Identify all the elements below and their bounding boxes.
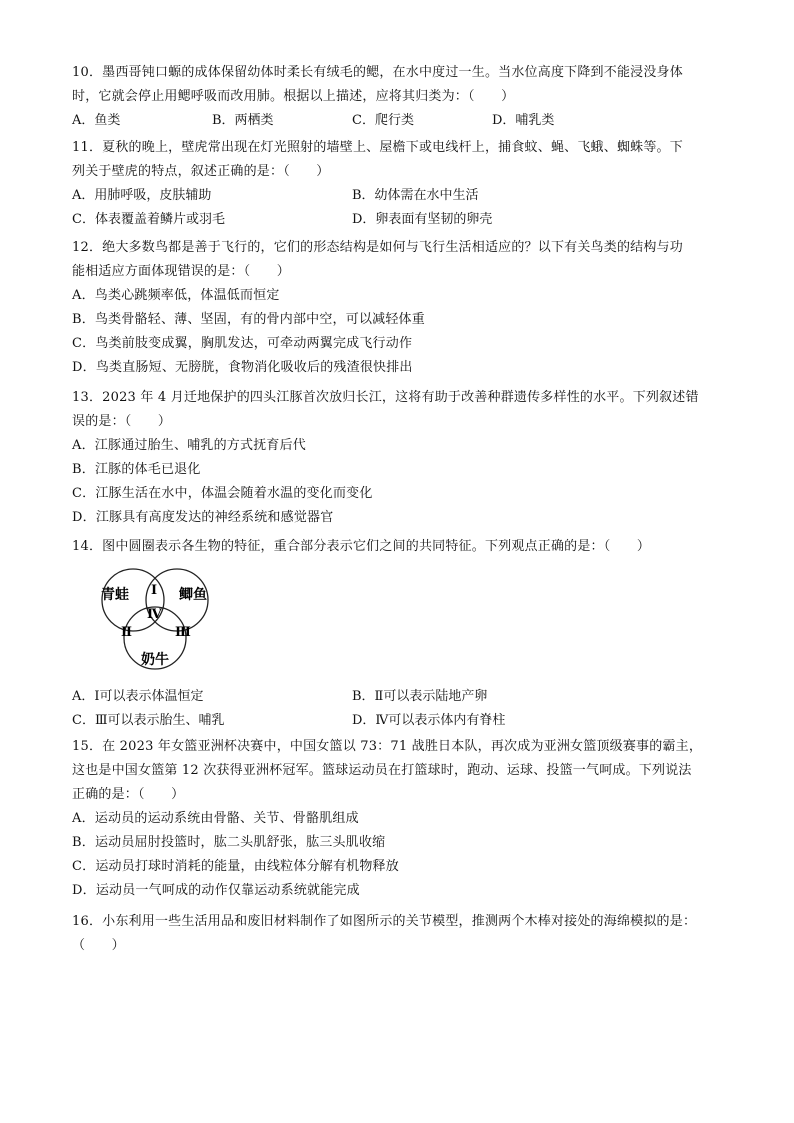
- question-10: [72, 61, 732, 133]
- option-a[interactable]: A．运动员的运动系统由骨骼、关节、骨骼肌组成: [72, 811, 359, 826]
- question-16: [72, 910, 732, 958]
- question-stem-line: （ ）: [72, 938, 125, 953]
- venn-label-cow: 奶牛: [141, 652, 169, 668]
- question-stem-line: 列关于壁虎的特点，叙述正确的是：（ ）: [72, 164, 330, 179]
- option-d[interactable]: D．运动员一气呵成的动作仅靠运动系统就能完成: [72, 883, 360, 898]
- option-d[interactable]: D．Ⅳ可以表示体内有脊柱: [352, 713, 506, 728]
- venn-diagram-svg: [85, 566, 225, 674]
- options-row: [72, 109, 732, 133]
- question-stem-line: 12．绝大多数鸟都是善于飞行的，它们的形态结构是如何与飞行生活相适应的？以下有关鸟类的结构与功: [72, 240, 683, 255]
- venn-diagram: [85, 566, 225, 674]
- venn-region-2: Ⅱ: [121, 625, 132, 640]
- option-b[interactable]: B．运动员屈肘投篮时，肱二头肌舒张，肱三头肌收缩: [72, 835, 386, 850]
- option-d[interactable]: D．鸟类直肠短、无膀胱，食物消化吸收后的残渣很快排出: [72, 360, 413, 375]
- venn-label-carp: 鲫鱼: [179, 587, 207, 603]
- question-15: [72, 735, 732, 903]
- options-row: [72, 709, 732, 733]
- question-stem-line: 时，它就会停止用鳃呼吸而改用肺。根据以上描述，应将其归类为：（ ）: [72, 89, 515, 104]
- question-stem-line: 10．墨西哥钝口螈的成体保留幼体时柔长有绒毛的鳃，在水中度过一生。当水位高度下降到不能浸没身体: [72, 65, 683, 80]
- question-stem-line: 13．2023 年 4 月迁地保护的四头江豚首次放归长江，这将有助于改善种群遗传多样性的水平。下列叙述错: [72, 390, 699, 405]
- option-b[interactable]: B．Ⅱ可以表示陆地产卵: [352, 689, 488, 704]
- question-stem-line: 14．图中圆圈表示各生物的特征，重合部分表示它们之间的共同特征。下列观点正确的是：（ ）: [72, 539, 651, 554]
- venn-region-1: Ⅰ: [151, 583, 158, 598]
- option-c[interactable]: C．鸟类前肢变成翼，胸肌发达，可牵动两翼完成飞行动作: [72, 336, 413, 351]
- option-c[interactable]: C．江豚生活在水中，体温会随着水温的变化而变化: [72, 486, 373, 501]
- option-b[interactable]: B．两栖类: [212, 113, 274, 128]
- options-row: [72, 184, 732, 208]
- option-c[interactable]: C．运动员打球时消耗的能量，由线粒体分解有机物释放: [72, 859, 399, 874]
- question-11: [72, 136, 732, 232]
- venn-region-4: Ⅳ: [147, 607, 162, 622]
- option-b[interactable]: B．江豚的体毛已退化: [72, 462, 201, 477]
- option-c[interactable]: C．Ⅲ可以表示胎生、哺乳: [72, 713, 225, 728]
- options-row: [72, 208, 732, 232]
- question-14: [72, 535, 732, 559]
- options-row: [72, 685, 732, 709]
- question-stem-line: 能相适应方面体现错误的是：（ ）: [72, 264, 290, 279]
- option-b[interactable]: B．幼体需在水中生活: [352, 188, 479, 203]
- question-stem-line: 11．夏秋的晚上，壁虎常出现在灯光照射的墙壁上、屋檐下或电线杆上，捕食蚊、蝇、飞蛾、蜘蛛等。下: [72, 140, 683, 155]
- option-a[interactable]: A．江豚通过胎生、哺乳的方式抚育后代: [72, 438, 306, 453]
- question-stem-line: 误的是：（ ）: [72, 414, 172, 429]
- venn-label-frog: 青蛙: [101, 587, 129, 603]
- question-stem-line: 15．在 2023 年女篮亚洲杯决赛中，中国女篮以 73：71 战胜日本队，再次成为亚洲女篮顶级赛事的霸主，: [72, 739, 703, 754]
- question-12: [72, 236, 732, 380]
- question-stem-line: 16．小东利用一些生活用品和废旧材料制作了如图所示的关节模型，推测两个木棒对接处的海绵模拟的是：: [72, 914, 697, 929]
- option-d[interactable]: D．江豚具有高度发达的神经系统和感觉器官: [72, 510, 334, 525]
- option-a[interactable]: A．鱼类: [72, 113, 121, 128]
- option-d[interactable]: D．卵表面有坚韧的卵壳: [352, 212, 493, 227]
- option-d[interactable]: D．哺乳类: [492, 113, 555, 128]
- question-13: [72, 386, 732, 530]
- question-stem-line: 正确的是：（ ）: [72, 787, 185, 802]
- option-a[interactable]: A．Ⅰ可以表示体温恒定: [72, 689, 204, 704]
- option-a[interactable]: A．用肺呼吸，皮肤辅助: [72, 188, 212, 203]
- question-14-options: [72, 685, 732, 733]
- option-b[interactable]: B．鸟类骨骼轻、薄、坚固，有的骨内部中空，可以减轻体重: [72, 312, 425, 327]
- question-stem-line: 这也是中国女篮第 12 次获得亚洲杯冠军。篮球运动员在打篮球时，跑动、运球、投篮一气呵成。下列说法: [72, 763, 692, 778]
- option-c[interactable]: C．体表覆盖着鳞片或羽毛: [72, 212, 225, 227]
- option-c[interactable]: C．爬行类: [352, 113, 414, 128]
- venn-region-3: Ⅲ: [175, 625, 191, 640]
- option-a[interactable]: A．鸟类心跳频率低，体温低而恒定: [72, 288, 280, 303]
